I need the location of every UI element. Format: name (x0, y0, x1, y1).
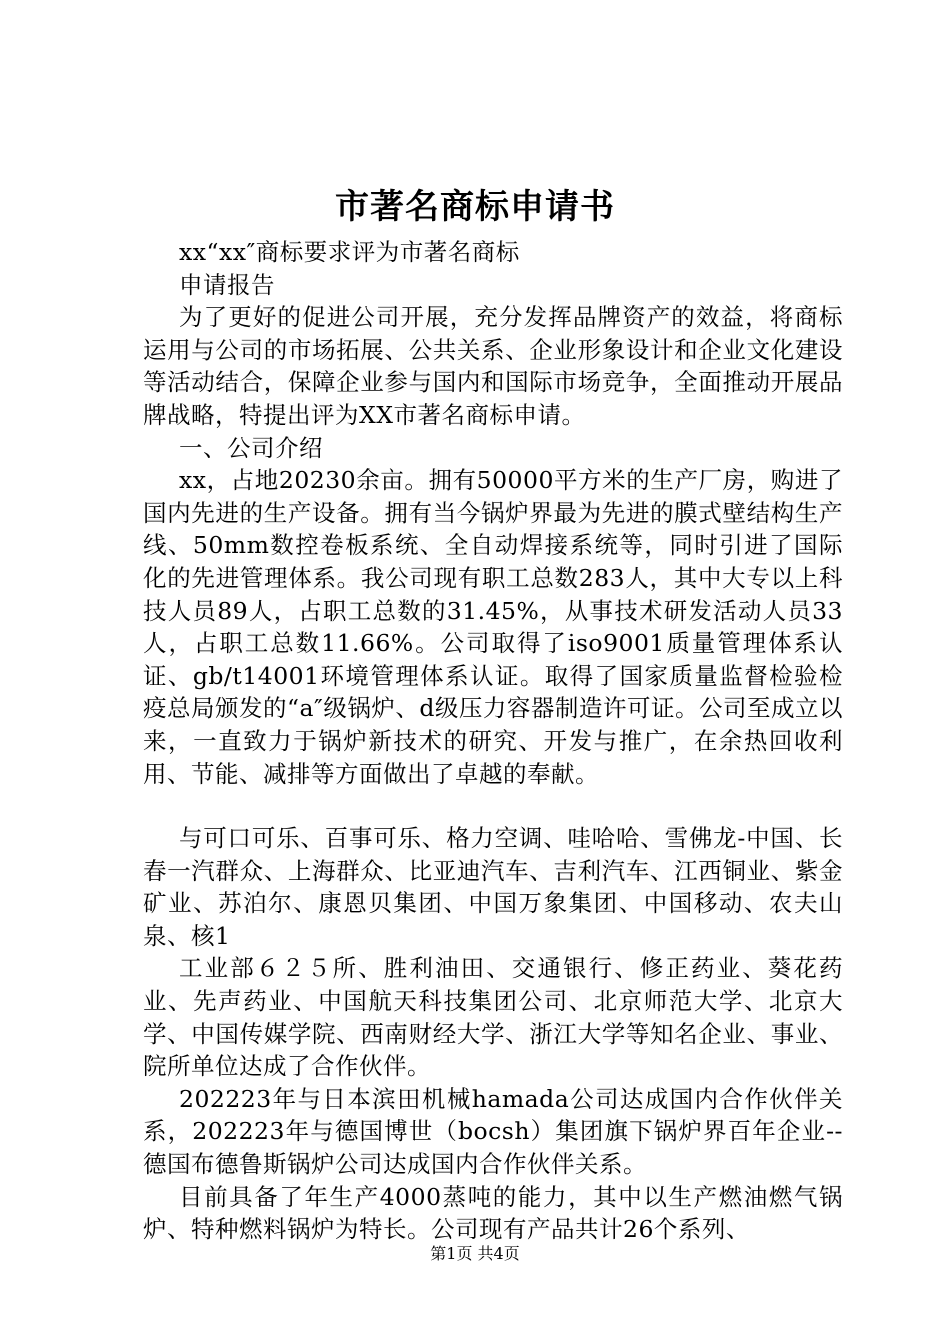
company-paragraph: xx，占地20230余亩。拥有50000平方米的生产厂房，购进了国内先进的生产设备。拥有当今锅炉界最为先进的膜式壁结构生产线、50mm数控卷板系统、全自动焊接系统等，同时引进了国际化的先进管理体系。我公司现有职工总数283人，其中大专以上科技人员89人，占职工总数的31.45%，从事技术研发活动人员33人，占职工总数11.66%。公司取得了iso9001质量管理体系认证、gb/t14001环境管理体系认证。取得了国家质量监督检验检疫总局颁发的“a″级锅炉、d级压力容器制造许可证。公司至成立以来，一直致力于锅炉新技术的研究、开发与推广，在余热回收利用、节能、减排等方面做出了卓越的奉献。 (143, 466, 843, 788)
page-footer: 第1页 共4页 (430, 1244, 520, 1263)
cooperation-paragraph: 202223年与日本滨田机械hamada公司达成国内合作伙伴关系，202223年与德国博世（bocsh）集团旗下锅炉界百年企业--德国布德鲁斯锅炉公司达成国内合作伙伴关系。 (143, 1084, 843, 1179)
document-body (143, 236, 843, 1246)
intro-paragraph: 为了更好的促进公司开展，充分发挥品牌资产的效益，将商标运用与公司的市场拓展、公共关系、企业形象设计和企业文化建设等活动结合，保障企业参与国内和国际市场竞争，全面推动开展品牌战略，特提出评为XX市著名商标申请。 (143, 303, 843, 429)
report-label: 申请报告 (179, 270, 275, 299)
subtitle-line: xx“xx″商标要求评为市著名商标 (179, 238, 520, 266)
document-title: 市著名商标申请书 (335, 187, 615, 227)
partners-paragraph: 与可口可乐、百事可乐、格力空调、哇哈哈、雪佛龙-中国、长春一汽群众、上海群众、比亚迪汽车、吉利汽车、江西铜业、紫金矿业、苏泊尔、康恩贝集团、中国万象集团、中国移动、农夫山泉、核1 (143, 824, 843, 950)
section-heading: 一、公司介绍 (179, 433, 323, 462)
capacity-paragraph: 目前具备了年生产4000蒸吨的能力，其中以生产燃油燃气锅炉、特种燃料锅炉为特长。公司现有产品共计26个系列、 (143, 1182, 843, 1244)
partners-paragraph-continued: 工业部６２５所、胜利油田、交通银行、修正药业、葵花药业、先声药业、中国航天科技集团公司、北京师范大学、北京大学、中国传媒学院、西南财经大学、浙江大学等知名企业、事业、院所单位达成了合作伙伴。 (143, 954, 843, 1081)
